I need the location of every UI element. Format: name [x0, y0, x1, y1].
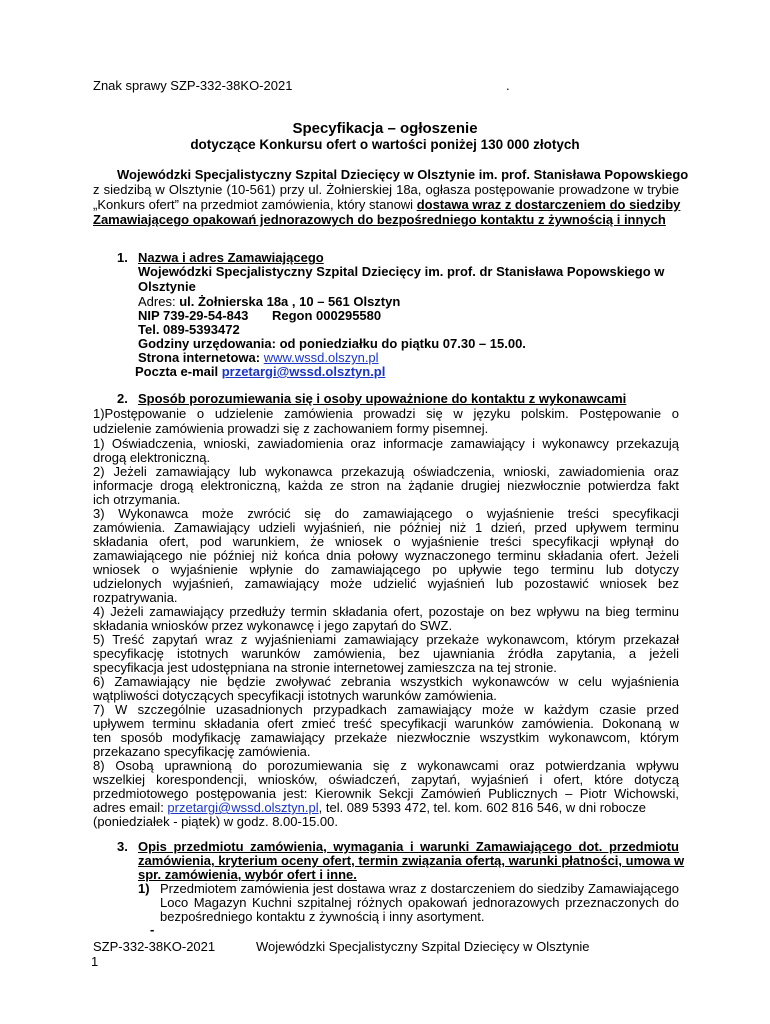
section-3-heading-2: zamówienia, kryterium oceny ofert, termin związania ofertą, warunki płatności, umowa w	[138, 853, 685, 868]
s2-line-24: przekazano specyfikację zamówienia.	[93, 744, 311, 759]
contact-email-label: adres email:	[93, 800, 168, 815]
intro-line-2: z siedzibą w Olsztynie (10-561) przy ul. Żołnierskiej 18a, ogłasza postępowanie prowadzone w trybie	[93, 182, 679, 197]
intro-line-3	[93, 197, 680, 212]
s2-line-15: składania wniosków przez wykonawcę i jego zapytań do SWZ.	[93, 618, 453, 633]
section-1-heading: Nazwa i adres Zamawiającego	[138, 250, 324, 265]
item-1-number: 1)	[138, 881, 150, 896]
s2-contact-line	[93, 800, 646, 815]
section-3-heading-3: spr. zamówienia, wybór ofert i inne.	[138, 867, 357, 882]
s2-line-18: specyfikacja jest udostępniana na stronie internetowej zamieszcza na tej stronie.	[93, 660, 557, 675]
section-3-heading-1: Opis przedmiotu zamówienia, wymagania i warunki Zamawiającego dot. przedmiotu	[138, 839, 679, 854]
s2-line-13: rozpatrywania.	[93, 590, 178, 605]
intro-line-4: Zamawiającego opakowań jednorazowych do bezpośredniego kontaktu z żywnością i innych	[93, 212, 666, 227]
list-dash: -	[150, 922, 155, 937]
s2-line-14: 4) Jeżeli zamawiający przedłuży termin składania ofert, pozostaje on bez wpływu na bieg terminu	[93, 604, 679, 619]
s2-line-11: wniosek o wyjaśnienie wpłynie do zamawiającego po upływie tego terminu lub dotyczy	[93, 562, 679, 577]
intro-line-3-text: „Konkurs ofert” na przedmiot zamówienia, który stanowi	[93, 197, 417, 212]
s2-line-25: 8) Osobą uprawnioną do porozumiewania się z wykonawcami oraz potwierdzania wpływu	[93, 758, 679, 773]
s2-line-1: udzielenie zamówienia prowadzi się z zachowaniem formy pisemnej.	[93, 421, 489, 436]
s2-line-0: 1)Postępowanie o udzielenie zamówienia prowadzi się w języku polskim. Postępowanie o	[93, 406, 679, 421]
s2-line-23: ten sposób modyfikację zamawiający przekaże niezwłocznie wszystkim wykonawcom, którym	[93, 730, 679, 745]
nip-number: NIP 739-29-54-843	[138, 308, 249, 323]
header-dot: .	[506, 78, 510, 93]
s2-line-17: specyfikację istotnych warunków zamówienia, bez ujawniania źródła zapytania, a jeżeli	[93, 646, 679, 661]
s2-line-22: upływem terminu składania ofert zmieć treść specyfikacji warunków zamówienia. Dokonaną w	[93, 716, 679, 731]
section-2-heading: Sposób porozumiewania się i osoby upoważnione do kontaktu z wykonawcami	[138, 391, 627, 406]
s2-line-20: wątpliwości dotyczących specyfikacji istotnych warunków zamówienia.	[93, 688, 497, 703]
s2-line-12: udzielonych wyjaśnień, zamawiający może udzielić wyjaśnień lub pozostawić wniosek bez	[93, 576, 679, 591]
email-row	[135, 364, 385, 379]
contact-email-link[interactable]: przetargi@wssd.olsztyn.pl	[167, 800, 319, 815]
website-row	[138, 350, 379, 365]
document-title: Specyfikacja – ogłoszenie	[292, 120, 478, 137]
s2-line-21: 7) W szczególnie uzasadnionych przypadkach zamawiający może w każdym czasie przed	[93, 702, 679, 717]
address-label: Adres:	[138, 294, 180, 309]
s2-line-6: ich otrzymania.	[93, 492, 181, 507]
section-1-number: 1.	[117, 250, 128, 265]
website-link[interactable]: www.wssd.olszyn.pl	[263, 350, 379, 365]
s2-line-10: zamawiającego nie później niż końca dnia połowy wyznaczonego terminu składania ofert. Jeżeli	[93, 548, 679, 563]
intro-hospital-name: Wojewódzki Specjalistyczny Szpital Dziecięcy w Olsztynie im. prof. Stanisława Popowskiego	[117, 167, 689, 182]
page-number: 1	[91, 954, 99, 969]
s2-last-line: (poniedziałek - piątek) w godz. 8.00-15.00.	[93, 814, 338, 829]
footer-reference: SZP-332-38KO-2021	[93, 939, 216, 954]
contracting-authority-city: Olsztynie	[138, 279, 196, 294]
item-1-line-2: Loco Magazyn Kuchni szpitalnej różnych opakowań jednorazowych przeznaczonych do	[160, 895, 679, 910]
item-1-line-3: bezpośredniego kontaktu z żywnością i inny asortyment.	[160, 909, 485, 924]
address-row	[138, 294, 400, 309]
contact-phones: , tel. 089 5393 472, tel. kom. 602 816 546, w dni robocze	[318, 800, 647, 815]
office-hours: Godziny urzędowania: od poniedziałku do piątku 07.30 – 15.00.	[138, 336, 526, 351]
s2-line-3: drogą elektroniczną.	[93, 450, 211, 465]
item-1-line-1: Przedmiotem zamówienia jest dostawa wraz z dostarczeniem do siedziby Zamawiającego	[160, 881, 679, 896]
email-label: Poczta e-mail	[135, 364, 222, 379]
s2-line-27: przedmiotowego postępowania jest: Kierownik Sekcji Zamówień Publicznych – Piotr Wichowski,	[93, 786, 679, 801]
email-link[interactable]: przetargi@wssd.olsztyn.pl	[221, 364, 386, 379]
section-2-number: 2.	[117, 391, 128, 406]
address-value: ul. Żołnierska 18a , 10 – 561 Olsztyn	[179, 294, 401, 309]
s2-line-16: 5) Treść zapytań wraz z wyjaśnieniami zamawiający przekaże wykonawcom, którym przekazał	[93, 632, 679, 647]
s2-line-26: wszelkiej korespondencji, wniosków, oświadczeń, zapytań, wyjaśnień i ofert, które dotyczą	[93, 772, 679, 787]
telephone: Tel. 089-5393472	[138, 322, 240, 337]
case-reference: Znak sprawy SZP-332-38KO-2021	[93, 78, 293, 93]
s2-line-5: informacje drogą elektroniczną, każda ze stron na żądanie drugiej niezwłocznie potwierdza fakt	[93, 478, 679, 493]
contracting-authority-name: Wojewódzki Specjalistyczny Szpital Dziecięcy im. prof. dr Stanisława Popowskiego w	[138, 264, 665, 279]
regon-number: Regon 000295580	[272, 308, 382, 323]
s2-line-9: składania ofert, pod warunkiem, że wniosek o wyjaśnienie treści specyfikacji wpłynął do	[93, 534, 679, 549]
intro-subject-emphasis: dostawa wraz z dostarczeniem do siedziby	[416, 197, 681, 212]
s2-line-4: 2) Jeżeli zamawiający lub wykonawca przekazują oświadczenia, wnioski, zawiadomienia oraz	[93, 464, 679, 479]
s2-line-8: zamówienia. Zamawiający udzieli wyjaśnień, nie później niż 1 dzień, przed upływem terminu	[93, 520, 679, 535]
website-label: Strona internetowa:	[138, 350, 264, 365]
s2-line-7: 3) Wykonawca może zwrócić się do zamawiającego o wyjaśnienie treści specyfikacji	[93, 506, 679, 521]
s2-line-2: 1) Oświadczenia, wnioski, zawiadomienia oraz informacje zamawiający i wykonawcy przekazują	[93, 436, 679, 451]
document-subtitle: dotyczące Konkursu ofert o wartości poniżej 130 000 złotych	[190, 137, 580, 152]
s2-line-19: 6) Zamawiający nie będzie zwoływać zebrania wszystkich wykonawców w celu wyjaśnienia	[93, 674, 679, 689]
section-3-number: 3.	[117, 839, 128, 854]
footer-hospital: Wojewódzki Specjalistyczny Szpital Dziecięcy w Olsztynie	[256, 939, 590, 954]
